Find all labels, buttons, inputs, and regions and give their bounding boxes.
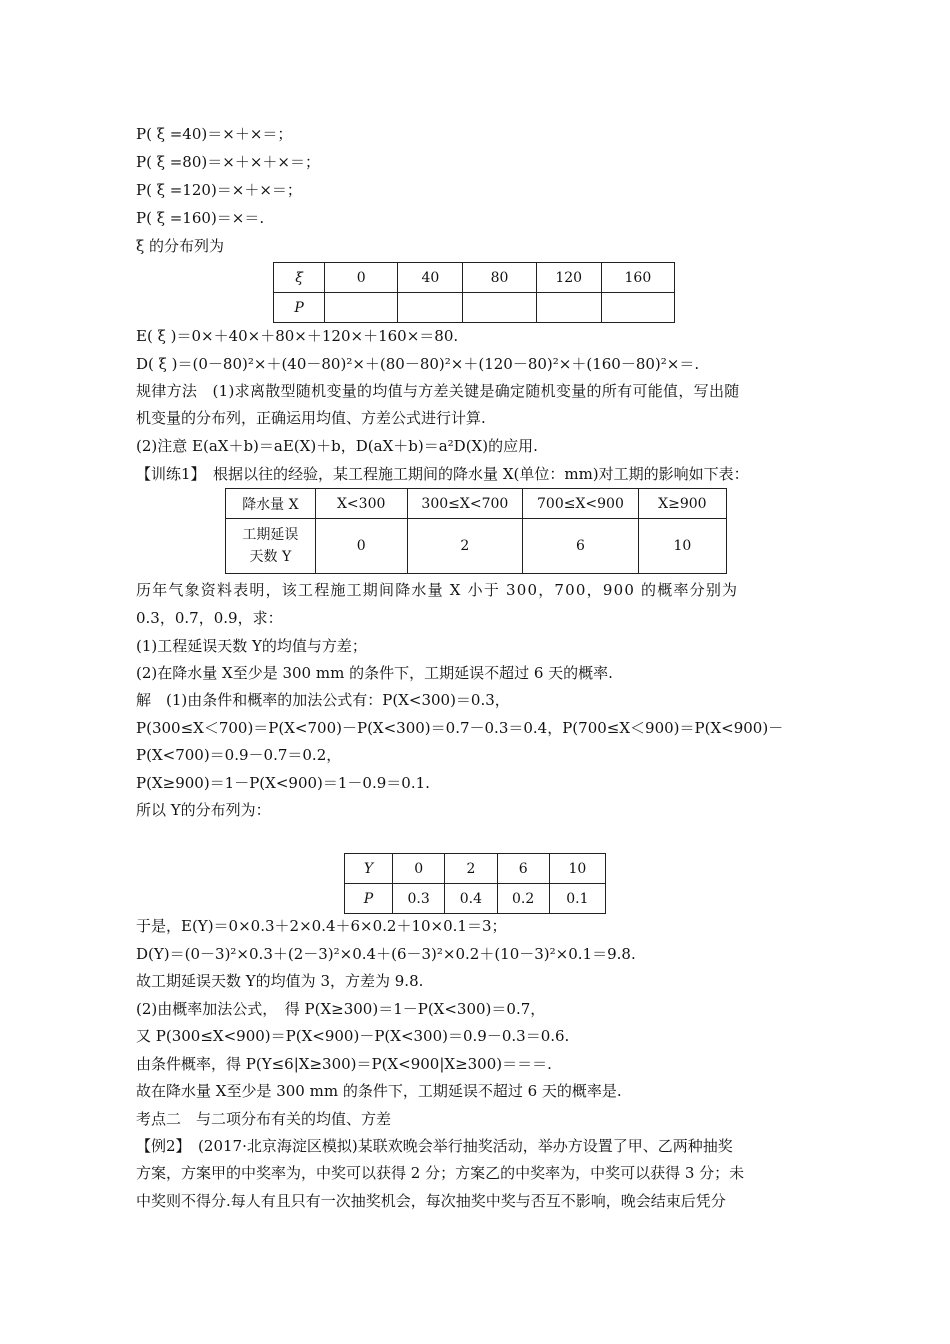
table-cell: P [274, 293, 325, 323]
table-cell: X≥900 [638, 489, 726, 519]
table-cell: 降水量 X [226, 489, 316, 519]
table-cell: Y [345, 854, 393, 884]
table-cell: 0.1 [549, 884, 605, 914]
question-2: (2)在降水量 X至少是 300 mm 的条件下，工期延误不超过 6 天的概率. [136, 664, 613, 682]
expectation-y: 于是，E(Y)＝0×0.3＋2×0.4＋6×0.2＋10×0.1＝3； [136, 917, 507, 935]
example-2-line-3: 中奖则不得分.每人有且只有一次抽奖机会，每次抽奖中奖与否互不影响，晚会结束后凭分 [136, 1192, 726, 1210]
table-cell: 6 [523, 519, 639, 574]
table-cell: 0.2 [497, 884, 549, 914]
distribution-heading-y: 所以 Y的分布列为： [136, 801, 271, 819]
table-row [274, 293, 675, 323]
section-heading-2: 考点二 与二项分布有关的均值、方差 [136, 1110, 392, 1128]
table-cell: ξ [274, 263, 325, 293]
method-note-3: (2)注意 E(aX＋b)＝aE(X)＋b，D(aX＋b)＝a²D(X)的应用. [136, 437, 538, 455]
table-cell: 0 [393, 854, 445, 884]
problem-text-2: 0.3，0.7，0.9，求： [136, 609, 283, 627]
training-1-heading: 【训练1】 根据以往的经验，某工程施工期间的降水量 X(单位：mm)对工期的影响如下表： [136, 465, 749, 483]
example-2-line-2: 方案，方案甲的中奖率为，中奖可以获得 2 分；方案乙的中奖率为，中奖可以获得 3 分；未 [136, 1164, 745, 1182]
answer-part-1: 故工期延误天数 Y的均值为 3，方差为 9.8. [136, 972, 424, 990]
table-cell: X<300 [315, 489, 407, 519]
table-cell [463, 293, 536, 323]
xi-distribution-table [273, 262, 675, 323]
method-note-1: 规律方法 (1)求离散型随机变量的均值与方差关键是确定随机变量的所有可能值，写出随 [136, 382, 740, 400]
table-cell: 80 [463, 263, 536, 293]
table-cell: 0.4 [445, 884, 497, 914]
y-distribution-table [344, 853, 606, 914]
table-cell: 10 [638, 519, 726, 574]
table-row [226, 489, 727, 519]
part-2-line-2: 又 P(300≤X<900)＝P(X<900)－P(X<300)＝0.9－0.3＝0.6. [136, 1027, 570, 1045]
table-row [226, 519, 727, 574]
prob-xi-120: P( ξ =120)＝×＋×＝； [136, 181, 302, 199]
table-cell: 120 [536, 263, 601, 293]
solution-line-3: P(X<700)＝0.9－0.7＝0.2， [136, 746, 342, 764]
expectation-xi: E( ξ )＝0×＋40×＋80×＋120×＋160×＝80. [136, 327, 459, 345]
table-cell: 700≤X<900 [523, 489, 639, 519]
table-cell: 160 [601, 263, 674, 293]
variance-y: D(Y)＝(0－3)²×0.3＋(2－3)²×0.4＋(6－3)²×0.2＋(10－3)²×0.1＝9.8. [136, 945, 636, 963]
table-cell: 0 [315, 519, 407, 574]
table-row [345, 884, 606, 914]
question-1: (1)工程延误天数 Y的均值与方差； [136, 637, 367, 655]
prob-xi-80: P( ξ =80)＝×＋×＋×＝； [136, 153, 320, 171]
table-cell: 10 [549, 854, 605, 884]
prob-xi-40: P( ξ =40)＝×＋×＝； [136, 125, 293, 143]
table-cell: P [345, 884, 393, 914]
rainfall-delay-table [225, 488, 727, 574]
table-cell: 2 [445, 854, 497, 884]
part-2-line-3: 由条件概率，得 P(Y≤6|X≥300)＝P(X<900|X≥300)＝＝＝. [136, 1055, 552, 1073]
row-label-line-2: 天数 Y [249, 549, 292, 565]
table-cell: 300≤X<700 [407, 489, 523, 519]
table-cell: 0 [325, 263, 398, 293]
table-cell: 6 [497, 854, 549, 884]
method-note-2: 机变量的分布列，正确运用均值、方差公式进行计算. [136, 409, 486, 427]
table-cell [536, 293, 601, 323]
answer-part-2: 故在降水量 X至少是 300 mm 的条件下，工期延误不超过 6 天的概率是. [136, 1082, 622, 1100]
prob-xi-160: P( ξ =160)＝×＝. [136, 209, 265, 227]
table-cell: 40 [398, 263, 463, 293]
example-2-line-1: 【例2】 (2017·北京海淀区模拟)某联欢晚会举行抽奖活动，举办方设置了甲、乙两种抽奖 [136, 1137, 733, 1155]
table-row [345, 854, 606, 884]
table-row [274, 263, 675, 293]
row-label-line-1: 工期延误 [242, 527, 299, 543]
problem-text-1: 历年气象资料表明，该工程施工期间降水量 X 小于 300，700，900 的概率分别为 [136, 581, 739, 599]
solution-start: 解 (1)由条件和概率的加法公式有：P(X<300)＝0.3， [136, 691, 510, 709]
distribution-heading-xi: ξ 的分布列为 [136, 237, 225, 255]
variance-xi: D( ξ )＝(0－80)²×＋(40－80)²×＋(80－80)²×＋(120－80)²×＋(160－80)²×＝. [136, 355, 700, 373]
table-cell [398, 293, 463, 323]
part-2-line-1: (2)由概率加法公式， 得 P(X≥300)＝1－P(X<300)＝0.7， [136, 1000, 546, 1018]
table-cell: 2 [407, 519, 523, 574]
table-cell [601, 293, 674, 323]
solution-line-2: P(300≤X＜700)＝P(X<700)－P(X<300)＝0.7－0.3＝0.4，P(700≤X＜900)＝P(X<900)－ [136, 719, 784, 737]
solution-line-4: P(X≥900)＝1－P(X<900)＝1－0.9＝0.1. [136, 774, 430, 792]
table-cell [226, 519, 316, 574]
table-cell [325, 293, 398, 323]
table-cell: 0.3 [393, 884, 445, 914]
